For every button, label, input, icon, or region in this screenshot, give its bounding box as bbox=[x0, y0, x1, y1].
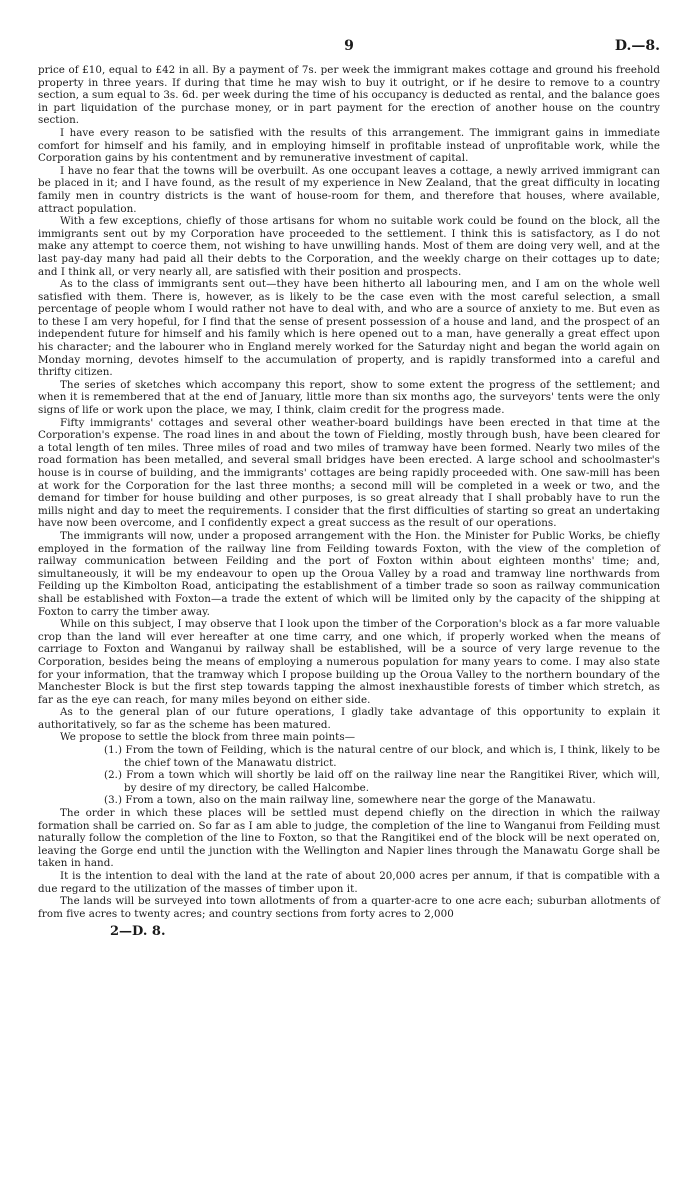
paragraph: I have every reason to be satisfied with the results of this arrangement. The immigrant gains in immediate comfort for himself and his family, and in employing himself in profitable instead of unprofitable work, while the Corporation gains by his contentment and by remunerative investment of capital. bbox=[38, 126, 660, 165]
paragraph: The order in which these places will be settled must depend chiefly on the direction in which the railway formation shall be carried on. So far as I am able to judge, the completion of the line to Wanganui from Feilding must naturally follow the completion of the line to Foxton, so that the Rangitikei end of the block will be next operated on, leaving the Gorge end until the junction with the Wellington and Napier lines through the Manawatu Gorge shall be taken in hand. bbox=[38, 807, 660, 870]
settlement-points-list bbox=[38, 744, 660, 807]
paragraph: Fifty immigrants' cottages and several other weather-board buildings have been erected in that time at the Corporation's expense. The road lines in and about the town of Fielding, mostly through bush, have been cleared for a total length of ten miles. Three miles of road and two miles of tramway have been formed. Nearly two miles of the road formation has been metalled, and several small bridges have been erected. A large school and schoolmaster's house is in course of building, and the immigrants' cottages are being rapidly proceeded with. One saw-mill has been at work for the Corporation for the last three months; a second mill will be completed in a week or two, and the demand for timber for house building and other purposes, is so great already that I shall probably have to run the mills night and day to meet the requirements. I consider that the first difficulties of starting so great an undertaking have now been overcome, and I confidently expect a great success as the result of our operations. bbox=[38, 416, 660, 530]
paragraph: While on this subject, I may observe that I look upon the timber of the Corporation's block as a far more valuable crop than the land will ever hereafter at one time carry, and one which, if properly worked when the means of carriage to Foxton and Wanganui by railway shall be established, will be a source of very large revenue to the Corporation, besides being the means of employing a numerous population for many years to come. I may also state for your information, that the tramway which I propose building up the Oroua Valley to the northern boundary of the Manchester Block is but the first step towards tapping the almost inexhaustible forests of timber which stretch, as far as the eye can reach, for many miles beyond on either side. bbox=[38, 618, 660, 706]
page-header bbox=[38, 38, 660, 64]
list-item: (1.) From the town of Feilding, which is the natural centre of our block, and which is, I think, likely to be the chief town of the Manawatu district. bbox=[104, 744, 660, 769]
paragraph: As to the class of immigrants sent out—they have been hitherto all labouring men, and I am on the whole well satisfied with them. There is, however, as is likely to be the case even with the most careful selection, a small percentage of people whom I would rather not have to deal with, and who are a source of anxiety to me. But even as to these I am very hopeful, for I find that the sense of present possession of a house and land, and the prospect of an independent future for himself and his family which is here opened out to a man, have generally a great effect upon his character; and the labourer who in England merely worked for the Saturday night and began the world again on Monday morning, devotes himself to the accumulation of property, and is rapidly transformed into a careful and thrifty citizen. bbox=[38, 278, 660, 379]
paragraph: The lands will be surveyed into town allotments of from a quarter-acre to one acre each; suburban allotments of from five acres to twenty acres; and country sections from forty acres to 2,000 bbox=[38, 895, 660, 920]
list-item: (3.) From a town, also on the main railway line, somewhere near the gorge of the Manawatu. bbox=[104, 794, 596, 807]
signature-mark: 2—D. 8. bbox=[110, 924, 166, 940]
list-item: (2.) From a town which will shortly be laid off on the railway line near the Rangitikei River, which will, by desire of my directory, be called Halcombe. bbox=[104, 769, 660, 794]
paragraph: The immigrants will now, under a proposed arrangement with the Hon. the Minister for Public Works, be chiefly employed in the formation of the railway line from Feilding towards Foxton, with the view of the completion of railway communication between Feilding and the port of Foxton within about eighteen months' time; and, simultaneously, it will be my endeavour to open up the Oroua Valley by a road and tramway line northwards from Feilding up the Kimbolton Road, anticipating the establishment of a timber trade so soon as railway communication shall be established with Foxton—a trade the extent of which will be limited only by the capacity of the shipping at Foxton to carry the timber away. bbox=[38, 529, 660, 618]
paragraph: We propose to settle the block from three main points— bbox=[60, 731, 356, 744]
paragraph: As to the general plan of our future operations, I gladly take advantage of this opportunity to explain it authoritatively, so far as the scheme has been matured. bbox=[38, 706, 660, 731]
paragraph: It is the intention to deal with the land at the rate of about 20,000 acres per annum, if that is compatible with a due regard to the utilization of the masses of timber upon it. bbox=[38, 870, 660, 895]
paragraph: I have no fear that the towns will be overbuilt. As one occupant leaves a cottage, a newly arrived immigrant can be placed in it; and I have found, as the result of my experience in New Zealand, that the great difficulty in locating family men in country districts is the want of house-room for them, and therefore that houses, where available, attract population. bbox=[38, 164, 660, 215]
body-text bbox=[38, 64, 660, 920]
paragraph: price of £10, equal to £42 in all. By a payment of 7s. per week the immigrant makes cottage and ground his freehold property in three years. If during that time he may wish to buy it outright, or if he desire to remove to a country section, a sum equal to 3s. 6d. per week during the time of his occupancy is deducted as rental, and the balance goes in part liquidation of the purchase money, or in part payment for the erection of another house on the country section. bbox=[38, 64, 660, 127]
document-reference: D.—8. bbox=[614, 38, 660, 54]
paragraph: With a few exceptions, chiefly of those artisans for whom no suitable work could be found on the block, all the immigrants sent out by my Corporation have proceeded to the settlement. I think this is satisfactory, as I do not make any attempt to coerce them, not wishing to have unwilling hands. Most of them are doing very well, and at the last pay-day many had paid all their debts to the Corporation, and the weekly charge on their cottages up to date; and I think all, or very nearly all, are satisfied with their position and prospects. bbox=[38, 215, 660, 278]
paragraph: The series of sketches which accompany this report, show to some extent the progress of the settlement; and when it is remembered that at the end of January, little more than six months ago, the surveyors' tents were the only signs of life or work upon the place, we may, I think, claim credit for the progress made. bbox=[38, 378, 660, 417]
page-number: 9 bbox=[344, 38, 354, 54]
